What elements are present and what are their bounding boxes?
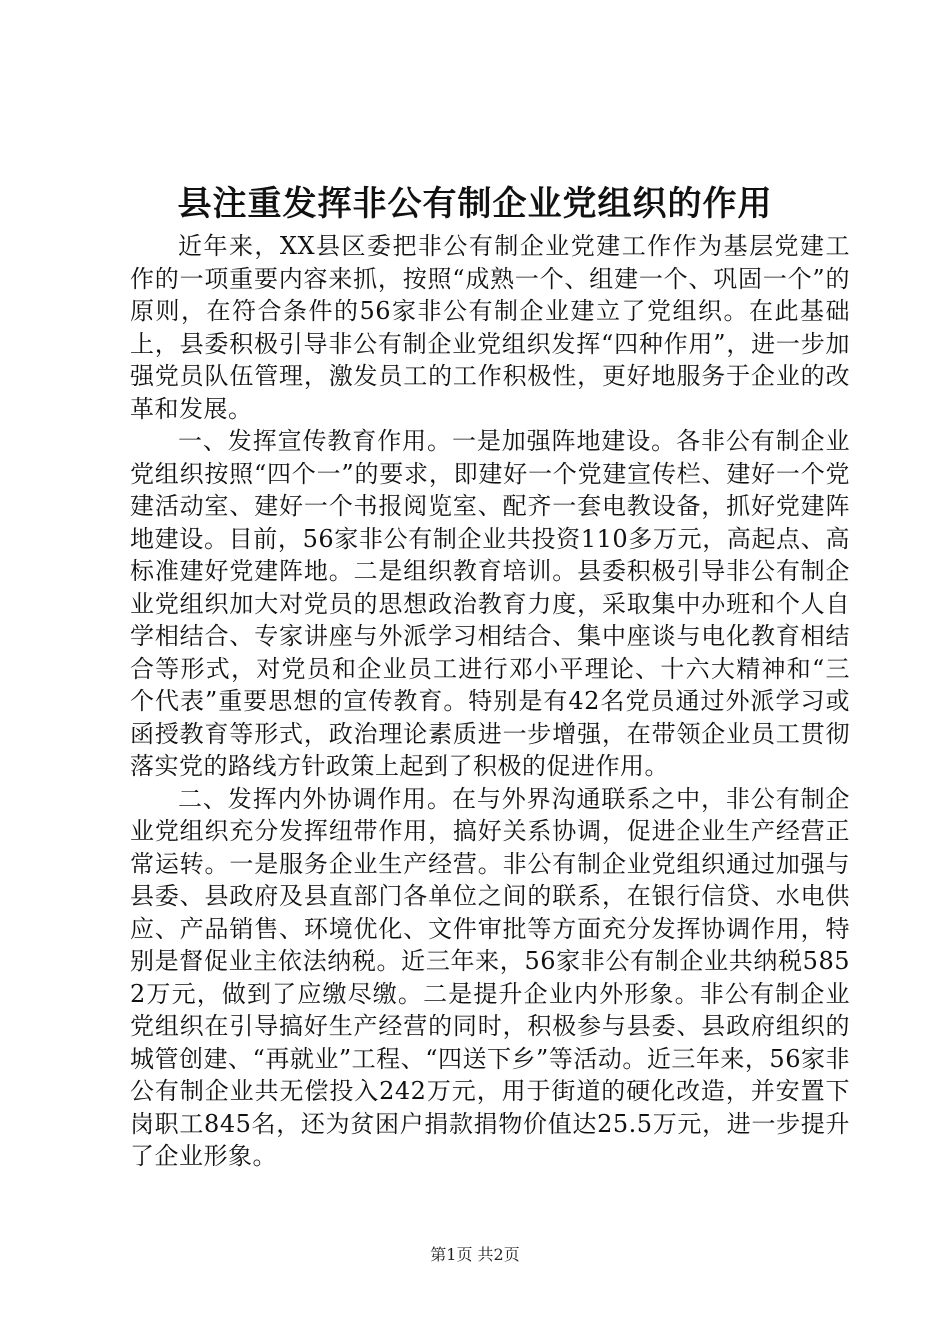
paragraph-section-2: 二、发挥内外协调作用。在与外界沟通联系之中，非公有制企业党组织充分发挥纽带作用，搞好关系协调，促进企业生产经营正常运转。一是服务企业生产经营。非公有制企业党组织通过加强与县委、县政府及县直部门各单位之间的联系，在银行信贷、水电供应、产品销售、环境优化、文件审批等方面充分发挥协调作用，特别是督促业主依法纳税。近三年来，56家非公有制企业共纳税5852万元，做到了应缴尽缴。二是提升企业内外形象。非公有制企业党组织在引导搞好生产经营的同时，积极参与县委、县政府组织的城管创建、“再就业”工程、“四送下乡”等活动。近三年来，56家非公有制企业共无偿投入242万元，用于街道的硬化改造，并安置下岗职工845名，还为贫困户捐款捐物价值达25.5万元，进一步提升了企业形象。 bbox=[130, 784, 850, 1170]
page-number: 第1页 共2页 bbox=[430, 1245, 520, 1264]
document-body bbox=[130, 230, 850, 1173]
paragraph-intro: 近年来，XX县区委把非公有制企业党建工作作为基层党建工作的一项重要内容来抓，按照“成熟一个、组建一个、巩固一个”的原则，在符合条件的56家非公有制企业建立了党组织。在此基础上，县委积极引导非公有制企业党组织发挥“四种作用”，进一步加强党员队伍管理，激发员工的工作积极性，更好地服务于企业的改革和发展。 bbox=[130, 232, 850, 423]
document-title: 县注重发挥非公有制企业党组织的作用 bbox=[177, 184, 773, 224]
paragraph-section-1: 一、发挥宣传教育作用。一是加强阵地建设。各非公有制企业党组织按照“四个一”的要求，即建好一个党建宣传栏、建好一个党建活动室、建好一个书报阅览室、配齐一套电教设备，抓好党建阵地建设。目前，56家非公有制企业共投资110多万元，高起点、高标准建好党建阵地。二是组织教育培训。县委积极引导非公有制企业党组织加大对党员的思想政治教育力度，采取集中办班和个人自学相结合、专家讲座与外派学习相结合、集中座谈与电化教育相结合等形式，对党员和企业员工进行邓小平理论、十六大精神和“三个代表”重要思想的宣传教育。特别是有42名党员通过外派学习或函授教育等形式，政治理论素质进一步增强，在带领企业员工贯彻落实党的路线方针政策上起到了积极的促进作用。 bbox=[130, 427, 850, 780]
